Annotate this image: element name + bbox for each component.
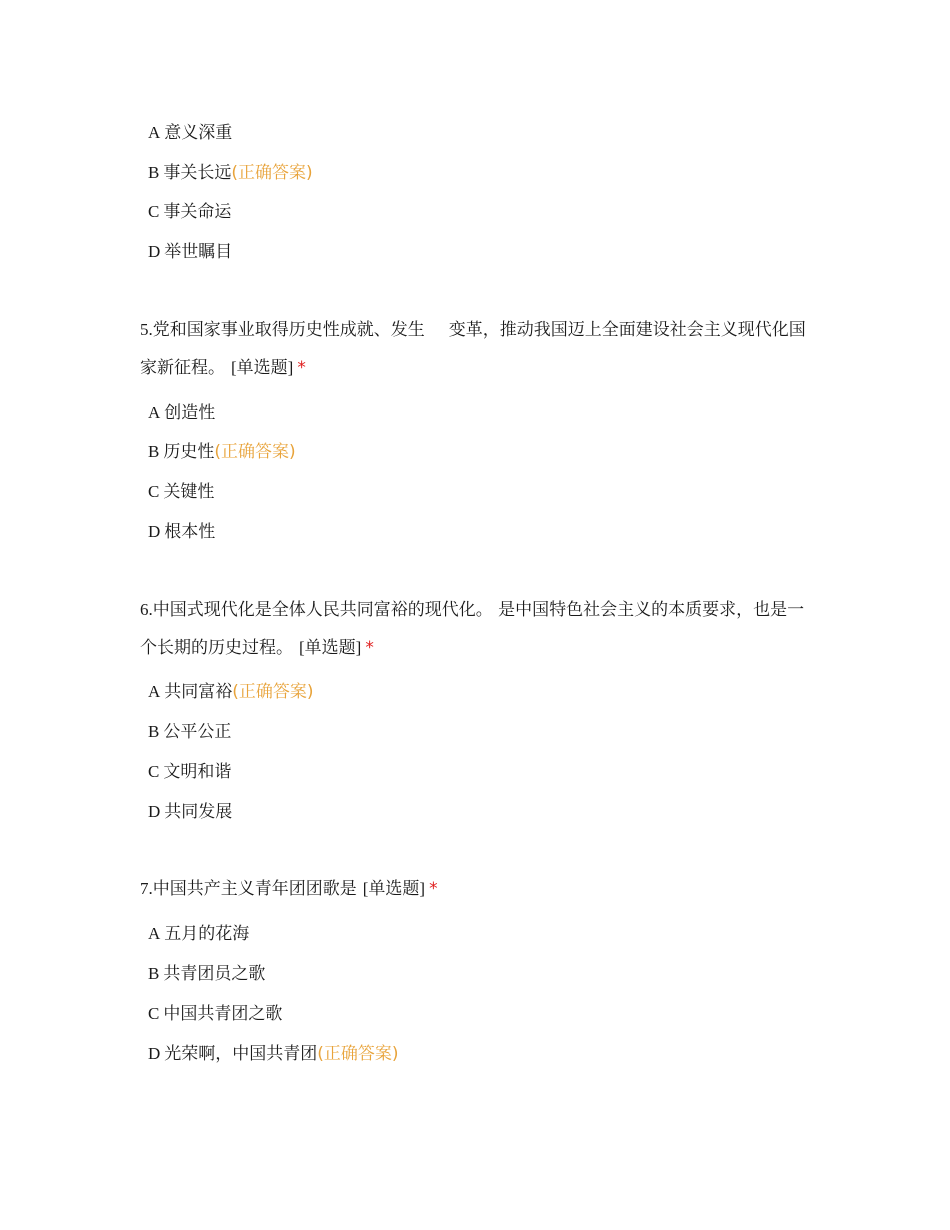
option-text: 共同发展 (164, 802, 233, 822)
question-text-cont: 变革，推动我国迈上全面建设社会主义现代化国家新征程。 (140, 320, 806, 378)
option-text: 光荣啊，中国共青团 (164, 1044, 318, 1064)
option-letter: D (148, 522, 161, 541)
question-type: [单选题] (362, 879, 426, 898)
option-letter: C (148, 202, 160, 221)
option-text: 公平公正 (163, 722, 232, 742)
q7-option-c (148, 1002, 282, 1026)
option-letter: D (148, 802, 161, 821)
correct-answer-mark: (正确答案) (231, 163, 313, 183)
option-letter: C (148, 482, 160, 501)
option-text: 根本性 (164, 522, 216, 542)
question-5 (140, 311, 820, 387)
option-letter: B (148, 442, 160, 461)
question-text: 党和国家事业取得历史性成就、发生 (152, 320, 425, 340)
option-letter: B (148, 964, 160, 983)
required-mark: * (297, 358, 306, 378)
option-text: 共青团员之歌 (163, 964, 266, 984)
option-text: 举世瞩目 (164, 242, 233, 262)
option-letter: B (148, 722, 160, 741)
correct-answer-mark: (正确答案) (232, 682, 314, 702)
option-text: 意义深重 (164, 123, 233, 143)
option-letter: A (148, 924, 161, 943)
q7-option-a (148, 922, 249, 946)
option-letter: C (148, 762, 160, 781)
option-text: 五月的花海 (164, 924, 250, 944)
q6-option-b (148, 720, 231, 744)
option-letter: D (148, 1044, 161, 1063)
option-letter: A (148, 682, 161, 701)
q6-option-c (148, 760, 231, 784)
option-letter: A (148, 403, 161, 422)
q6-option-d (148, 800, 232, 824)
option-letter: D (148, 242, 161, 261)
option-text: 关键性 (163, 482, 215, 502)
q7-option-b (148, 962, 265, 986)
question-number: 7. (140, 879, 153, 898)
question-text: 中国式现代化是全体人民共同富裕的现代化。 是中国特色社会主义的本质要求，也是一个长期的历史过程。 (140, 600, 805, 658)
question-type: [单选题] (299, 638, 362, 657)
option-text: 文明和谐 (163, 762, 232, 782)
question-text: 中国共产主义青年团团歌是 (152, 879, 357, 899)
required-mark: * (429, 879, 438, 899)
question-6 (140, 591, 820, 667)
question-number: 6. (140, 600, 153, 619)
q5-option-c (148, 480, 214, 504)
required-mark: * (365, 638, 374, 658)
q6-option-a (148, 680, 314, 704)
option-letter: B (148, 163, 160, 182)
correct-answer-mark: (正确答案) (317, 1044, 399, 1064)
option-text: 历史性 (163, 442, 215, 462)
option-letter: C (148, 1004, 160, 1023)
option-text: 事关命运 (163, 202, 232, 222)
question-type: [单选题] (231, 358, 294, 377)
q4-option-d (148, 240, 232, 264)
correct-answer-mark: (正确答案) (214, 442, 296, 462)
q4-option-b (148, 161, 313, 185)
option-text: 事关长远 (163, 163, 232, 183)
question-7 (140, 870, 820, 908)
q5-option-b (148, 440, 296, 464)
q7-option-d (148, 1042, 399, 1066)
option-text: 中国共青团之歌 (163, 1004, 283, 1024)
question-number: 5. (140, 320, 153, 339)
q5-option-a (148, 401, 215, 425)
q5-option-d (148, 520, 215, 544)
option-letter: A (148, 123, 161, 142)
q4-option-c (148, 200, 231, 224)
option-text: 创造性 (164, 403, 216, 423)
q4-option-a (148, 121, 232, 145)
option-text: 共同富裕 (164, 682, 233, 702)
